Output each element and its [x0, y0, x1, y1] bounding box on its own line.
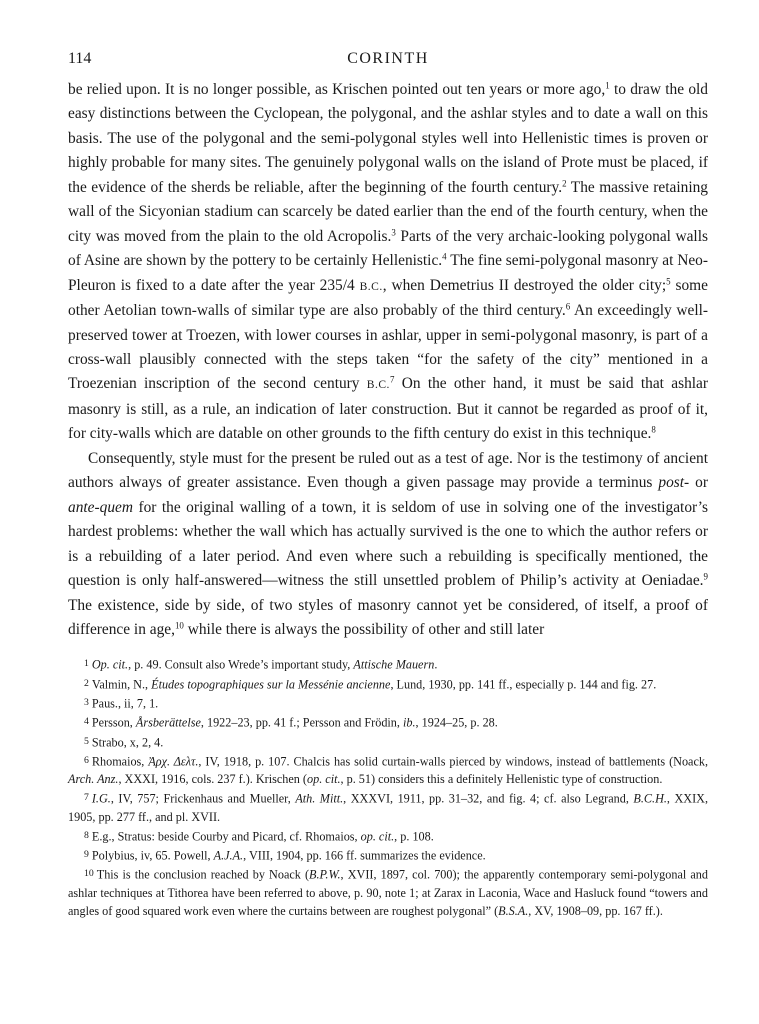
footnote-number: 9	[84, 848, 89, 860]
text-run: , p. 49. Consult also Wrede’s important study,	[128, 657, 354, 672]
text-run: The massive retaining wall of the Sicyonian stadium can scarcely be dated earlier than the end of the fourth century, when the city was moved from the plain to the old Acropolis.	[68, 178, 708, 245]
footnote-number: 4	[84, 716, 89, 728]
book-page	[68, 44, 708, 920]
text-run: , XVII, 1897, col. 700); the apparently contemporary semi-polygonal and ashlar techniques at Tithorea have been referred to above, p. 90, note 1; at Zarax in Laconia, Wace and Hasluck found “towers and angles of good squared work even where the curtains between are roughest polygonal” (	[68, 867, 708, 918]
text-run: , p. 51) considers this a definitely Hellenistic type of construction.	[340, 772, 663, 787]
text-run: , XXXVI, 1911, pp. 31–32, and fig. 4; cf. also Legrand,	[343, 791, 634, 806]
italic-text: A.J.A.	[213, 848, 244, 863]
footnote-ref: 9	[703, 571, 708, 582]
text-run: to draw the old easy distinctions between the Cyclopean, the polygonal, and the ashlar styles and to date a wall on this basis. The use of the polygonal and the semi-polygonal styles well into Hellenistic times is proven or highly probable for many sites. The genuinely polygonal walls on the island of Prote must be placed, if the evidence of the sherds be reliable, after the beginning of the fourth century.	[68, 81, 709, 196]
small-caps-text: B.C.	[359, 280, 383, 293]
footnote-2	[68, 675, 708, 694]
text-run: On the other hand, it must be said that ashlar masonry is still, as a rule, an indication of later construction. But it cannot be regarded as proof of it, for city-walls which are datable on other grounds to the fifth century do exist in this technique.	[68, 375, 709, 443]
text-run: or	[689, 474, 708, 492]
italic-text: Op. cit.	[91, 657, 129, 672]
text-run: The fine semi-polygonal masonry at Neo-Pleuron is fixed to a date after the year 235/4	[68, 252, 708, 294]
text-run: some other Aetolian town-walls of similar type are also probably of the third century.	[68, 276, 708, 320]
italic-text: B.P.W.	[309, 867, 341, 882]
footnote-number: 3	[84, 697, 89, 709]
italic-text: op. cit.	[360, 829, 395, 844]
text-run: Consequently, style must for the present be ruled out as a test of age. Nor is the testimony of ancient authors always of greater assistance. Even though a given passage may provide a terminus	[68, 449, 708, 492]
text-run: be relied upon. It is no longer possible, as Krischen pointed out ten years or more ago,	[68, 81, 606, 98]
paragraph-1	[68, 78, 708, 447]
footnote-number: 2	[84, 677, 89, 689]
footnote-ref: 4	[442, 251, 447, 262]
footnote-ref: 8	[651, 424, 656, 435]
italic-text: Ἀρχ. Δελτ.	[148, 754, 199, 769]
italic-text: B.C.H.	[633, 791, 667, 806]
italic-text: post-	[658, 474, 690, 492]
text-run: for the original walling of a town, it is seldom of use in solving one of the investigator’s hardest problems: whether the wall which has actually survived is the one to which the author refers or is a rebuilding of a later period. And even where such a rebuilding is specifically mentioned, the question is only half-answered—witness the still unsettled problem of Philip’s activity at Oeniadae.	[68, 498, 708, 590]
body-text	[68, 78, 708, 642]
text-run: , 1922–23, pp. 41 f.; Persson and Frödin,	[200, 715, 403, 730]
footnote-1	[68, 655, 708, 674]
italic-text: Årsberättelse	[135, 715, 201, 730]
footnote-10	[68, 865, 708, 920]
italic-text: Ath. Mitt.	[295, 791, 344, 806]
footnote-number: 1	[84, 658, 89, 670]
text-run: The existence, side by side, of two styles of masonry cannot yet be considered, of itself, a proof of difference in age,	[68, 596, 708, 638]
text-run: , Lund, 1930, pp. 141 ff., especially p. 144 and fig. 27.	[390, 677, 657, 692]
text-run: , XXXI, 1916, cols. 237 f.). Krischen (	[118, 772, 307, 787]
footnote-ref: 5	[666, 276, 671, 287]
footnote-number: 6	[84, 755, 89, 767]
footnote-7	[68, 789, 708, 826]
italic-text: B.S.A.	[498, 903, 529, 918]
small-caps-text: B.C.	[366, 379, 390, 392]
footnote-ref: 10	[174, 620, 184, 631]
footnote-ref: 3	[391, 227, 396, 238]
text-run: , 1924–25, p. 28.	[415, 715, 498, 730]
text-run: Rhomaios,	[91, 754, 149, 769]
text-run: E.g., Stratus: beside Courby and Picard, cf. Rhomaios,	[91, 829, 361, 844]
text-run: , IV, 1918, p. 107. Chalcis has solid curtain-walls pierced by windows, instead of battlements (Noack,	[198, 754, 708, 769]
text-run: Valmin, N.,	[91, 677, 152, 692]
page-number: 114	[68, 50, 92, 67]
footnote-number: 7	[84, 792, 89, 804]
text-run: Strabo, x, 2, 4.	[91, 735, 164, 750]
italic-text: Arch. Anz.	[68, 772, 119, 787]
text-run: Persson,	[91, 715, 136, 730]
footnote-9	[68, 846, 708, 865]
italic-text: op. cit.	[307, 772, 341, 787]
footnote-ref: 7	[389, 374, 395, 385]
footnote-3	[68, 694, 708, 713]
italic-text: Attische Mauern	[353, 657, 435, 672]
footnote-6	[68, 752, 708, 789]
paragraph-2	[68, 447, 708, 643]
italic-text: Études topographiques sur la Messénie ancienne	[151, 677, 391, 692]
footnote-ref: 1	[605, 80, 610, 91]
running-title: CORINTH	[347, 50, 429, 67]
text-run: , when Demetrius II destroyed the older city;	[382, 276, 667, 294]
text-run: , IV, 757; Frickenhaus and Mueller,	[110, 791, 296, 806]
text-run: , XXIX, 1905, pp. 277 ff., and pl. XVII.	[68, 791, 708, 824]
page-header	[68, 44, 708, 78]
text-run: This is the conclusion reached by Noack (	[96, 867, 310, 882]
footnote-number: 8	[84, 829, 89, 841]
text-run: Paus., ii, 7, 1.	[91, 696, 159, 711]
text-run: , VIII, 1904, pp. 166 ff. summarizes the evidence.	[243, 848, 486, 863]
text-run: while there is always the possibility of other and still later	[183, 620, 545, 638]
footnote-ref: 6	[565, 301, 571, 312]
italic-text: ante-quem	[68, 498, 133, 516]
text-run: , p. 108.	[394, 829, 434, 844]
footnote-number: 5	[84, 735, 89, 747]
text-run: , XV, 1908–09, pp. 167 ff.).	[528, 903, 663, 918]
italic-text: ib.	[403, 715, 416, 730]
text-run: An exceedingly well-preserved tower at Troezen, with lower courses in ashlar, upper in semi-polygonal masonry, is part of a cross-wall plausibly connected with the steps taken “for the safety of the city” mentioned in a Troezenian inscription of the second century	[68, 302, 709, 393]
footnote-number: 10	[84, 868, 94, 880]
footnote-4	[68, 713, 708, 732]
text-run: Parts of the very archaic-looking polygonal walls of Asine are shown by the pottery to be certainly Hellenistic.	[68, 227, 708, 270]
footnote-ref: 2	[562, 178, 567, 189]
italic-text: I.G.	[91, 791, 111, 806]
text-run: Polybius, iv, 65. Powell,	[91, 848, 214, 863]
footnotes	[68, 655, 708, 920]
footnote-8	[68, 827, 708, 846]
text-run: .	[434, 657, 438, 672]
footnote-5	[68, 733, 708, 752]
